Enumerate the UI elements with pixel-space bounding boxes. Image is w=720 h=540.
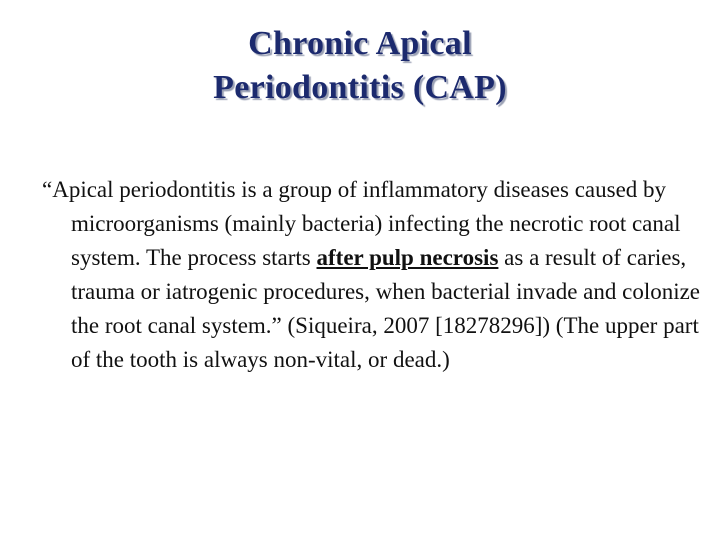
slide-title-line-1: Chronic Apical [248,25,472,62]
body-text-part-1: “Apical periodontitis is a group of inflammatory diseases caused by microorganisms (mainly bacteria) infecting the necrotic root canal system. The process starts [42,177,681,270]
body-emphasis-after-pulp-necrosis: after pulp necrosis [316,245,499,270]
slide-title-line-2: Periodontitis (CAP) [213,69,507,106]
slide-body-paragraph [42,173,720,377]
body-text-part-2: as a result of caries, trauma or iatrogenic procedures, when bacterial invade and colonize the root canal system.” (Siqueira, 2007 [18278296]) (The upper part of the tooth is always non-vital, or dead.) [71,245,701,372]
slide-title [0,22,720,110]
